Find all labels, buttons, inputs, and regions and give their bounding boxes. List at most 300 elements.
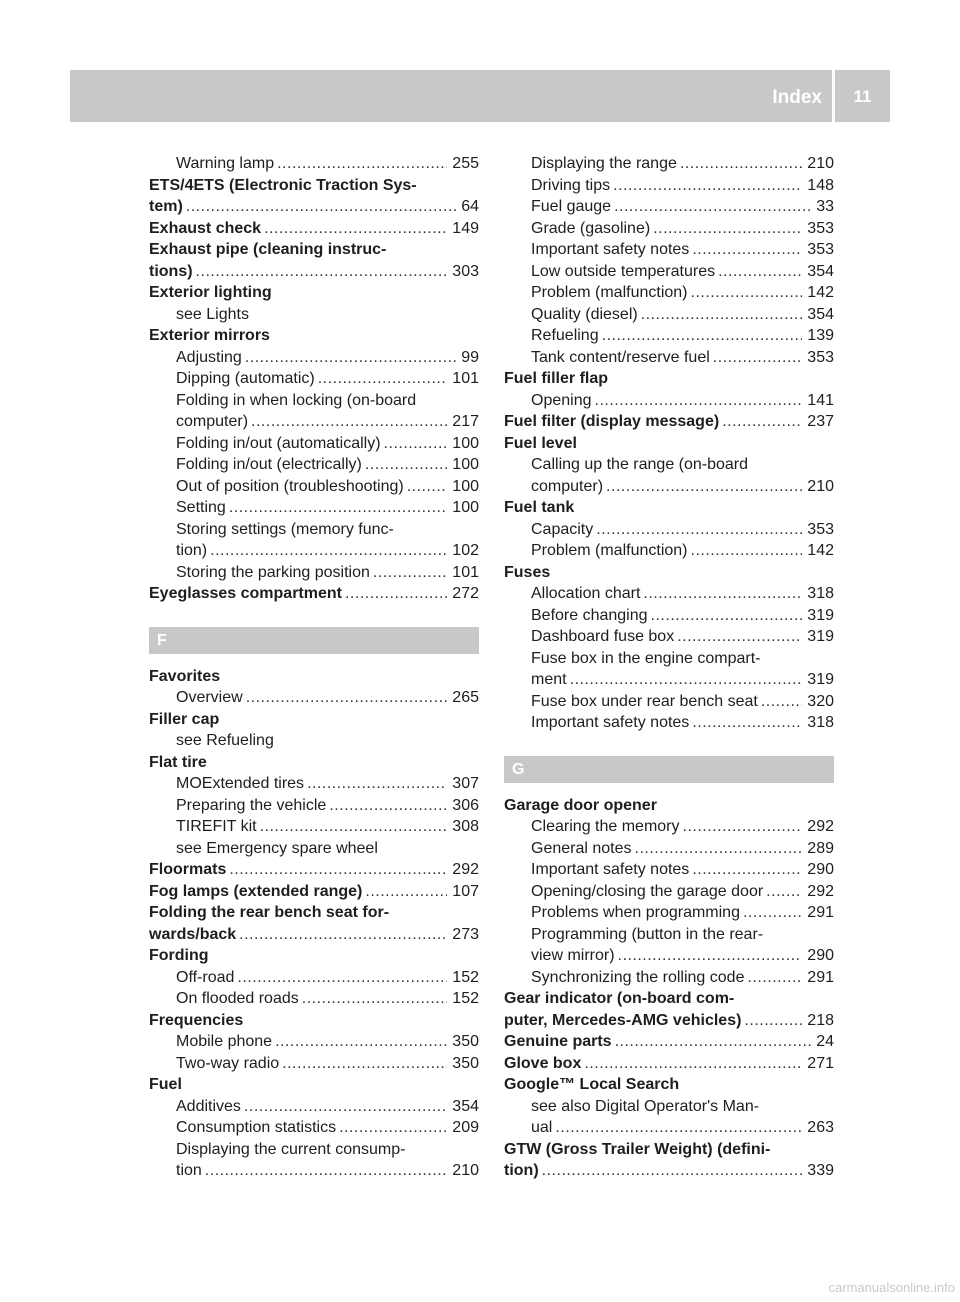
leader-dots [677,626,802,648]
index-subentry [149,838,479,860]
leader-dots [229,497,447,519]
entry-text: Fuse box in the engine compart- [531,649,761,667]
leader-dots [680,153,802,175]
leader-dots [277,153,447,175]
page-ref: 265 [452,689,479,706]
entry-text: Storing the parking position [176,563,370,581]
entry-text: Folding the rear bench seat for- [149,904,390,921]
entry-text: Important safety notes [531,241,690,258]
leader-dots [384,433,448,455]
header-title: Index [772,87,822,108]
index-subentry [149,454,479,476]
index-subentry [149,967,479,989]
leader-dots [307,773,447,795]
entry-text: tions) [149,262,193,280]
leader-dots [186,196,456,218]
leader-dots [602,325,803,347]
leader-dots [606,476,802,498]
leader-dots [196,261,448,283]
entry-text: Refueling [531,327,599,344]
index-subentry [504,859,834,881]
index-subentry [504,1096,834,1118]
index-subentry [149,773,479,795]
leader-dots [251,411,447,433]
page-ref: 107 [452,882,479,900]
index-subentry [504,519,834,541]
page-ref: 100 [452,456,479,473]
entry-text: TIREFIT kit [176,818,257,835]
entry-text: Fuse box under rear bench seat [531,692,758,710]
page-ref: 100 [452,477,479,495]
index-subentry [504,902,834,924]
leader-dots [246,687,448,709]
entry-text: ETS/4ETS (Electronic Traction Sys- [149,176,417,194]
entry-text: General notes [531,839,632,857]
page-ref: 350 [452,1054,479,1072]
index-subentry [149,1117,479,1139]
entry-text: see also Digital Operator's Man- [531,1097,760,1115]
entry-text: Folding in when locking (on-board [176,391,417,409]
index-entry [149,239,479,261]
page-ref: 101 [452,370,479,387]
index-entry [504,1160,834,1182]
index-entry [149,709,479,731]
leader-dots [329,795,447,817]
leader-dots [743,902,802,924]
page-ref: 290 [807,947,834,964]
leader-dots [339,1117,447,1139]
entry-text: tion) [176,542,208,559]
index-entry [149,1010,479,1032]
page-ref: 339 [807,1162,834,1179]
index-entry [149,902,479,924]
page-ref: 152 [452,990,479,1007]
page-number: 11 [853,87,872,106]
index-entry [504,411,834,433]
leader-dots [683,816,803,838]
leader-dots [747,967,802,989]
index-entry [149,859,479,881]
entries-f-continued [504,153,834,734]
index-entry [504,1053,834,1075]
index-subentry [149,304,479,326]
entry-text: Calling up the range (on-board [531,456,749,473]
entry-text: Preparing the vehicle [176,796,327,814]
page-ref: 320 [807,692,834,710]
index-subentry [149,1053,479,1075]
index-subentry [149,687,479,709]
entry-text: On flooded roads [176,990,299,1007]
index-subentry [504,454,834,476]
leader-dots [641,304,803,326]
page-ref: 292 [807,818,834,835]
leader-dots [766,881,802,903]
index-subentry [504,945,834,967]
page-ref: 142 [807,542,834,559]
index-entry [504,497,834,519]
entry-text: Fuel filler flap [504,370,609,387]
entry-text: see Emergency spare wheel [176,839,378,857]
entry-text: Driving tips [531,176,611,194]
index-subentry [149,476,479,498]
index-entry [149,666,479,688]
entry-text: Google™ Local Search [504,1076,680,1093]
index-subentry [504,153,834,175]
entry-text: Opening/closing the garage door [531,882,764,900]
page-ref: 101 [452,563,479,581]
entries-g [504,795,834,1182]
leader-dots [282,1053,447,1075]
entry-text: Exterior lighting [149,284,272,301]
entry-text: Warning lamp [176,155,275,172]
entry-text: Glove box [504,1054,582,1072]
page-ref: 307 [452,775,479,792]
page-ref: 289 [807,839,834,857]
index-subentry [504,347,834,369]
page-ref: 139 [807,327,834,344]
index-subentry [504,838,834,860]
page-ref: 218 [807,1011,834,1029]
leader-dots [761,691,802,713]
entry-text: ment [531,671,567,688]
index-subentry [149,562,479,584]
watermark-text: carmanualsonline.info [828,1280,955,1295]
entry-text: Problem (malfunction) [531,284,688,301]
entry-text: see Lights [176,305,249,323]
page-ref: 353 [807,520,834,538]
page-ref: 100 [452,434,479,452]
index-subentry [149,519,479,541]
leader-dots [651,605,803,627]
index-subentry [149,988,479,1010]
index-entry [149,175,479,197]
entry-text: Important safety notes [531,714,690,731]
entry-text: Genuine parts [504,1033,612,1050]
index-subentry [504,540,834,562]
page-ref: 271 [807,1054,834,1072]
leader-dots [692,712,802,734]
index-entry [149,752,479,774]
index-subentry [149,1031,479,1053]
leader-dots [345,583,447,605]
entry-text: computer) [531,477,604,495]
index-entry [149,196,479,218]
leader-dots [613,175,802,197]
page-ref: 303 [452,262,479,280]
index-entry [149,881,479,903]
leader-dots [722,411,802,433]
index-entry [149,282,479,304]
index-subentry [149,497,479,519]
index-subentry [149,730,479,752]
index-subentry [504,712,834,734]
entry-text: tion) [504,1162,539,1179]
index-subentry [504,605,834,627]
leader-dots [596,519,802,541]
page-ref: 33 [816,198,834,215]
entry-text: Frequencies [149,1011,244,1029]
index-subentry [149,1096,479,1118]
leader-dots [692,859,802,881]
index-entry [149,924,479,946]
page-ref: 308 [452,818,479,835]
index-subentry [504,1117,834,1139]
entry-text: Exhaust pipe (cleaning instruc- [149,241,387,258]
entry-text: Grade (gasoline) [531,219,651,237]
entry-text: tem) [149,198,183,215]
index-subentry [149,816,479,838]
page-ref: 318 [807,585,834,602]
index-subentry [504,816,834,838]
index-subentry [504,304,834,326]
page-ref: 210 [452,1162,479,1179]
leader-dots [692,239,802,261]
leader-dots [275,1031,447,1053]
index-column-right [504,153,834,1182]
entry-text: Fog lamps (extended range) [149,882,363,900]
entry-text: GTW (Gross Trailer Weight) (defini- [504,1140,771,1158]
entry-text: Eyeglasses compartment [149,585,342,602]
page-ref: 354 [807,262,834,280]
page-ref: 141 [807,391,834,409]
entry-text: Additives [176,1097,241,1115]
index-subentry [149,1139,479,1161]
index-subentry [149,540,479,562]
page-ref: 64 [461,198,479,215]
page-ref: 210 [807,477,834,495]
entry-text: Garage door opener [504,796,657,814]
leader-dots [570,669,803,691]
entry-text: ual [531,1119,553,1136]
entry-text: puter, Mercedes-AMG vehicles) [504,1011,742,1029]
entry-text: Filler cap [149,710,220,728]
leader-dots [229,859,447,881]
page-ref: 292 [452,861,479,878]
page-ref: 350 [452,1033,479,1050]
entry-text: Tank content/reserve fuel [531,348,710,366]
entries-e-continued [149,153,479,605]
index-subentry [504,282,834,304]
entry-text: Fuel tank [504,499,575,516]
index-subentry [504,967,834,989]
index-subentry [149,433,479,455]
leader-dots [245,347,456,369]
index-subentry [504,691,834,713]
entry-text: wards/back [149,925,237,943]
page-ref: 318 [807,714,834,731]
leader-dots [302,988,448,1010]
page-ref: 210 [807,155,834,172]
entry-text: Folding in/out (electrically) [176,456,362,473]
leader-dots [713,347,803,369]
entry-text: Fuel gauge [531,198,612,215]
entry-text: Floormats [149,861,227,878]
index-subentry [504,669,834,691]
page-ref: 353 [807,219,834,237]
index-entry [504,988,834,1010]
entry-text: Two-way radio [176,1054,280,1072]
leader-dots [260,816,448,838]
entry-text: Problem (malfunction) [531,542,688,559]
entry-text: Exhaust check [149,219,262,237]
entry-text: Capacity [531,520,594,538]
entry-text: Adjusting [176,348,242,366]
page-ref: 272 [452,585,479,602]
entry-text: Storing settings (memory func- [176,520,394,538]
entry-text: Displaying the current consump- [176,1140,406,1158]
entry-text: Mobile phone [176,1033,273,1050]
index-entry [149,325,479,347]
page-ref: 100 [452,499,479,516]
index-subentry [149,368,479,390]
index-entry [504,1010,834,1032]
index-entry [149,261,479,283]
entry-text: computer) [176,413,249,430]
page-ref: 255 [452,155,479,172]
page-ref: 148 [807,176,834,194]
leader-dots [244,1096,447,1118]
index-entry [149,945,479,967]
entry-text: view mirror) [531,947,615,964]
entry-text: Fuel level [504,434,577,452]
index-subentry [504,924,834,946]
page-ref: 263 [807,1119,834,1136]
index-column-left [149,153,479,1182]
entries-f [149,666,479,1182]
leader-dots [407,476,448,498]
entry-text: Favorites [149,667,221,685]
page-ref: 237 [807,413,834,430]
entry-text: Off-road [176,968,235,986]
leader-dots [615,1031,812,1053]
entry-text: Folding in/out (automatically) [176,434,381,452]
leader-dots [542,1160,803,1182]
page-ref: 353 [807,241,834,258]
page-ref: 306 [452,796,479,814]
index-entry [504,433,834,455]
index-subentry [504,196,834,218]
entry-text: Gear indicator (on-board com- [504,990,735,1007]
index-subentry [149,411,479,433]
entry-text: Before changing [531,606,648,624]
entry-text: Allocation chart [531,585,641,602]
page-ref: 102 [452,542,479,559]
leader-dots [237,967,447,989]
leader-dots [264,218,447,240]
leader-dots [614,196,811,218]
leader-dots [635,838,803,860]
page-ref: 354 [807,305,834,323]
section-header-g: G [504,756,834,783]
page-ref: 319 [807,628,834,645]
section-header-f: F [149,627,479,654]
index-subentry [504,390,834,412]
leader-dots [365,881,447,903]
leader-dots [595,390,803,412]
page-ref: 149 [452,219,479,237]
leader-dots [691,540,803,562]
index-subentry [504,476,834,498]
index-entry [504,562,834,584]
page-ref: 291 [807,968,834,986]
index-entry [149,1074,479,1096]
entry-text: Fuel filter (display message) [504,413,720,430]
entry-text: Programming (button in the rear- [531,925,764,943]
index-entry [504,368,834,390]
entry-text: Flat tire [149,753,207,771]
index-subentry [504,626,834,648]
page-ref: 217 [452,413,479,430]
leader-dots [555,1117,802,1139]
entry-text: Displaying the range [531,155,677,172]
page-ref: 273 [452,925,479,943]
index-entry [504,795,834,817]
leader-dots [653,218,802,240]
entry-text: Opening [531,391,592,409]
leader-dots [718,261,802,283]
index-subentry [149,153,479,175]
index-subentry [504,261,834,283]
entry-text: Exterior mirrors [149,327,270,344]
page-ref: 142 [807,284,834,301]
leader-dots [365,454,447,476]
index-subentry [504,325,834,347]
entry-text: see Refueling [176,732,274,749]
index-subentry [149,390,479,412]
entry-text: Dipping (automatic) [176,370,315,387]
entry-text: MOExtended tires [176,775,305,792]
entry-text: tion [176,1162,202,1179]
index-entry [504,1074,834,1096]
leader-dots [744,1010,802,1032]
index-subentry [504,175,834,197]
index-subentry [504,218,834,240]
leader-dots [618,945,803,967]
leader-dots [373,562,447,584]
index-entry [149,583,479,605]
page-ref: 24 [816,1033,834,1050]
leader-dots [318,368,448,390]
entry-text: Low outside temperatures [531,262,716,280]
index-subentry [149,347,479,369]
entry-text: Consumption statistics [176,1119,337,1136]
entry-text: Overview [176,689,243,706]
page-ref: 290 [807,861,834,878]
page-ref: 209 [452,1119,479,1136]
entry-text: Quality (diesel) [531,305,638,323]
entry-text: Setting [176,499,226,516]
page-ref: 291 [807,904,834,921]
index-entry [504,1139,834,1161]
index-subentry [504,648,834,670]
index-subentry [504,239,834,261]
entry-text: Fuel [149,1076,182,1093]
entry-text: Important safety notes [531,861,690,878]
page-ref: 292 [807,882,834,900]
leader-dots [205,1160,448,1182]
index-entry [149,218,479,240]
leader-dots [584,1053,802,1075]
entry-text: Synchronizing the rolling code [531,968,745,986]
page-ref: 319 [807,671,834,688]
entry-text: Clearing the memory [531,818,680,835]
index-subentry [504,583,834,605]
index-subentry [504,881,834,903]
entry-text: Dashboard fuse box [531,628,675,645]
page-ref: 99 [461,348,479,366]
page-ref: 319 [807,606,834,624]
leader-dots [239,924,447,946]
